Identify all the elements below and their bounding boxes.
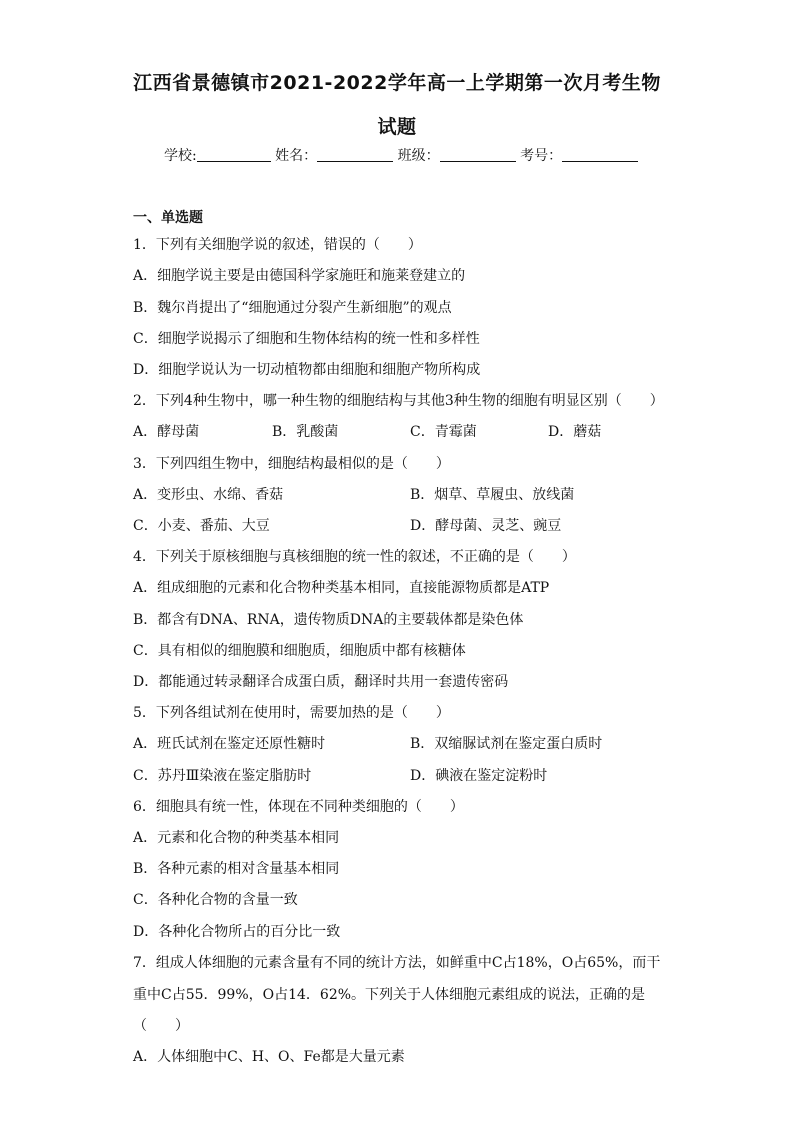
question-6-stem: 6．细胞具有统一性，体现在不同种类细胞的（ ） (133, 799, 464, 815)
question-1-option-a: A．细胞学说主要是由德国科学家施旺和施莱登建立的 (133, 268, 466, 284)
student-info-row (164, 145, 638, 165)
question-2-option-d: D．蘑菇 (548, 424, 602, 440)
question-5-option-c: C．苏丹Ⅲ染液在鉴定脂肪时 (133, 768, 312, 784)
question-2-option-a: A．酵母菌 (133, 424, 200, 440)
name-label: 姓名： (275, 148, 318, 164)
question-4-option-a: A．组成细胞的元素和化合物种类基本相同，直接能源物质都是ATP (133, 580, 550, 596)
question-3-option-b: B．烟草、草履虫、放线菌 (410, 487, 575, 503)
question-1-option-b: B．魏尔肖提出了“细胞通过分裂产生新细胞”的观点 (133, 300, 452, 316)
question-7-stem-line-3: （ ） (133, 1018, 189, 1034)
question-2-option-c: C．青霉菌 (410, 424, 477, 440)
page-title-line-1: 江西省景德镇市2021-2022学年高一上学期第一次月考生物 (133, 72, 661, 94)
question-6-option-d: D．各种化合物所占的百分比一致 (133, 924, 341, 940)
question-1-option-d: D．细胞学说认为一切动植物都由细胞和细胞产物所构成 (133, 362, 481, 378)
question-1-stem: 1．下列有关细胞学说的叙述，错误的（ ） (133, 237, 422, 253)
exam-number-blank[interactable] (562, 147, 638, 162)
question-1-option-c: C．细胞学说揭示了细胞和生物体结构的统一性和多样性 (133, 331, 480, 347)
question-5-option-a: A．班氏试剂在鉴定还原性糖时 (133, 736, 326, 752)
question-6-option-a: A．元素和化合物的种类基本相同 (133, 830, 340, 846)
page-title-line-2: 试题 (377, 116, 417, 138)
question-5-option-b: B．双缩脲试剂在鉴定蛋白质时 (410, 736, 603, 752)
exam-number-label: 考号： (520, 148, 563, 164)
question-4-option-b: B．都含有DNA、RNA，遗传物质DNA的主要载体都是染色体 (133, 612, 524, 628)
question-2-stem: 2．下列4种生物中，哪一种生物的细胞结构与其他3种生物的细胞有明显区别（ ） (133, 393, 664, 409)
question-6-option-b: B．各种元素的相对含量基本相同 (133, 861, 340, 877)
class-label: 班级： (397, 148, 440, 164)
question-6-option-c: C．各种化合物的含量一致 (133, 892, 298, 908)
question-5-stem: 5．下列各组试剂在使用时，需要加热的是（ ） (133, 705, 450, 721)
question-4-option-c: C．具有相似的细胞膜和细胞质，细胞质中都有核糖体 (133, 643, 466, 659)
class-blank[interactable] (440, 147, 516, 162)
question-7-stem-line-2: 重中C占55．99%，O占14．62%。下列关于人体细胞元素组成的说法，正确的是 (133, 987, 646, 1003)
school-blank[interactable] (197, 147, 271, 162)
question-3-stem: 3．下列四组生物中，细胞结构最相似的是（ ） (133, 456, 450, 472)
school-label: 学校: (164, 148, 197, 164)
question-3-option-c: C．小麦、番茄、大豆 (133, 518, 270, 534)
question-5-option-d: D．碘液在鉴定淀粉时 (410, 768, 548, 784)
question-7-stem-line-1: 7．组成人体细胞的元素含量有不同的统计方法，如鲜重中C占18%，O占65%，而干 (133, 955, 661, 971)
question-3-option-a: A．变形虫、水绵、香菇 (133, 487, 284, 503)
question-4-option-d: D．都能通过转录翻译合成蛋白质，翻译时共用一套遗传密码 (133, 674, 509, 690)
question-2-option-b: B．乳酸菌 (272, 424, 339, 440)
name-blank[interactable] (317, 147, 393, 162)
question-7-option-a: A．人体细胞中C、H、O、Fe都是大量元素 (133, 1049, 405, 1065)
section-title: 一、单选题 (133, 210, 203, 226)
question-4-stem: 4．下列关于原核细胞与真核细胞的统一性的叙述，不正确的是（ ） (133, 549, 576, 565)
question-3-option-d: D．酵母菌、灵芝、豌豆 (410, 518, 562, 534)
